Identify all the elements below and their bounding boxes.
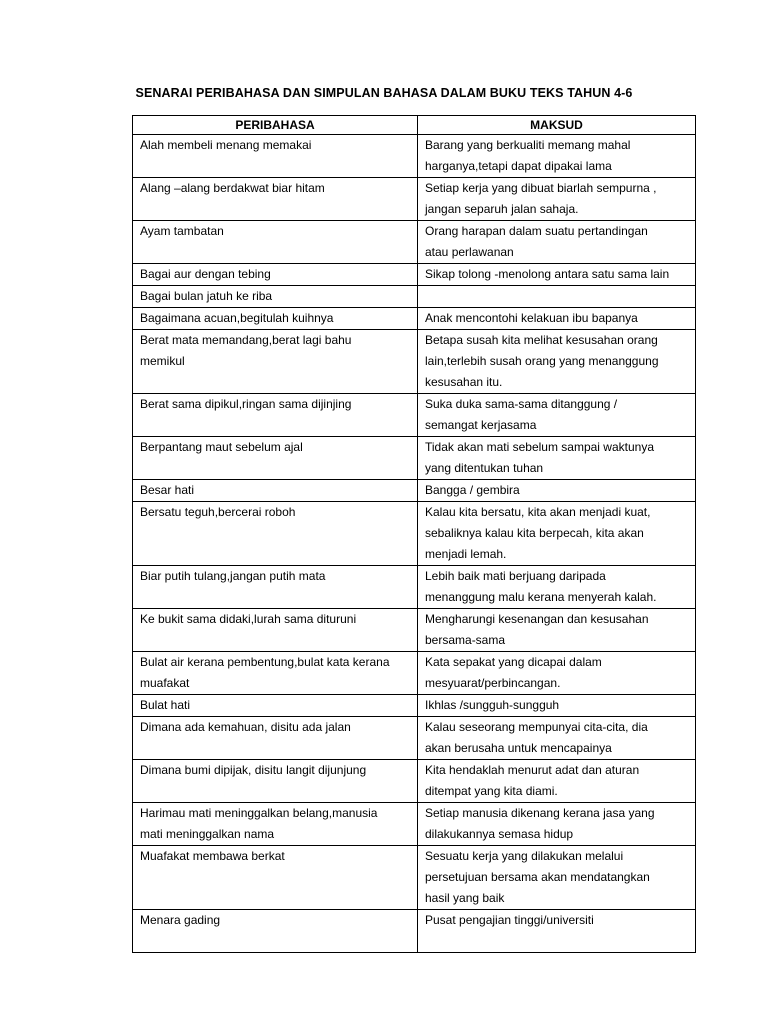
peribahasa-cell	[133, 910, 418, 953]
peribahasa-text-line: mati meninggalkan nama	[140, 827, 275, 841]
peribahasa-cell	[133, 502, 418, 566]
peribahasa-text-line: Bagaimana acuan,begitulah kuihnya	[140, 311, 334, 325]
peribahasa-text-line: Bulat hati	[140, 698, 191, 712]
peribahasa-text-line	[140, 931, 413, 952]
peribahasa-cell	[133, 846, 418, 910]
maksud-text-line: Anak mencontohi kelakuan ibu bapanya	[425, 311, 638, 325]
peribahasa-cell	[133, 609, 418, 652]
peribahasa-text-line: Bagai aur dengan tebing	[140, 267, 271, 281]
table-row	[133, 717, 696, 760]
table-row	[133, 480, 696, 502]
maksud-text-line: Kata sepakat yang dicapai dalam	[425, 655, 602, 669]
maksud-text-line: Pusat pengajian tinggi/universiti	[425, 913, 594, 927]
maksud-cell	[418, 394, 696, 437]
maksud-cell	[418, 695, 696, 717]
maksud-text-line: Setiap kerja yang dibuat biarlah sempurna ,	[425, 181, 657, 195]
table-row	[133, 803, 696, 846]
column-header-peribahasa: PERIBAHASA	[133, 116, 418, 135]
peribahasa-text-line: Ayam tambatan	[140, 224, 224, 238]
peribahasa-cell	[133, 264, 418, 286]
maksud-text-line: akan berusaha untuk mencapainya	[425, 741, 612, 755]
maksud-text-line: Sikap tolong -menolong antara satu sama lain	[425, 267, 670, 281]
peribahasa-cell	[133, 717, 418, 760]
maksud-text-line: menanggung malu kerana menyerah kalah.	[425, 590, 657, 604]
maksud-cell	[418, 803, 696, 846]
peribahasa-text-line: Dimana bumi dipijak, disitu langit dijunjung	[140, 763, 367, 777]
peribahasa-text-line: Berat sama dipikul,ringan sama dijinjing	[140, 397, 352, 411]
maksud-cell	[418, 480, 696, 502]
peribahasa-cell	[133, 437, 418, 480]
maksud-text-line: menjadi lemah.	[425, 547, 507, 561]
peribahasa-text-line: Dimana ada kemahuan, disitu ada jalan	[140, 720, 351, 734]
maksud-text-line: lain,terlebih susah orang yang menanggung	[425, 354, 659, 368]
maksud-cell	[418, 286, 696, 308]
peribahasa-cell	[133, 480, 418, 502]
maksud-cell	[418, 717, 696, 760]
table-row	[133, 308, 696, 330]
table-row	[133, 846, 696, 910]
peribahasa-cell	[133, 135, 418, 178]
peribahasa-cell	[133, 178, 418, 221]
maksud-cell	[418, 566, 696, 609]
peribahasa-text-line: Berpantang maut sebelum ajal	[140, 440, 303, 454]
table-row	[133, 135, 696, 178]
maksud-text-line: Suka duka sama-sama ditanggung /	[425, 397, 618, 411]
maksud-text-line: harganya,tetapi dapat dipakai lama	[425, 159, 612, 173]
maksud-cell	[418, 609, 696, 652]
maksud-cell	[418, 135, 696, 178]
peribahasa-text-line: Besar hati	[140, 483, 195, 497]
maksud-text-line: sebaliknya kalau kita berpecah, kita akan	[425, 526, 644, 540]
peribahasa-text-line: Bagai bulan jatuh ke riba	[140, 289, 273, 303]
maksud-cell	[418, 502, 696, 566]
peribahasa-text-line: Ke bukit sama didaki,lurah sama dituruni	[140, 612, 357, 626]
maksud-text-line: jangan separuh jalan sahaja.	[425, 202, 579, 216]
maksud-cell	[418, 221, 696, 264]
maksud-text-line: Lebih baik mati berjuang daripada	[425, 569, 606, 583]
maksud-text-line: Setiap manusia dikenang kerana jasa yang	[425, 806, 655, 820]
table-row	[133, 760, 696, 803]
peribahasa-cell	[133, 760, 418, 803]
proverb-table	[132, 115, 696, 953]
maksud-text-line: Orang harapan dalam suatu pertandingan	[425, 224, 648, 238]
maksud-cell	[418, 264, 696, 286]
maksud-text-line: bersama-sama	[425, 633, 506, 647]
maksud-text-line	[425, 286, 691, 307]
maksud-text-line: Ikhlas /sungguh-sungguh	[425, 698, 560, 712]
maksud-text-line: Kalau kita bersatu, kita akan menjadi kuat,	[425, 505, 651, 519]
maksud-text-line: hasil yang baik	[425, 891, 505, 905]
table-row	[133, 286, 696, 308]
table-row	[133, 695, 696, 717]
maksud-text-line: Kita hendaklah menurut adat dan aturan	[425, 763, 640, 777]
maksud-cell	[418, 846, 696, 910]
table-row	[133, 264, 696, 286]
maksud-text-line: Bangga / gembira	[425, 483, 520, 497]
peribahasa-cell	[133, 652, 418, 695]
column-header-maksud: MAKSUD	[418, 116, 696, 135]
maksud-text-line: Mengharungi kesenangan dan kesusahan	[425, 612, 649, 626]
peribahasa-cell	[133, 566, 418, 609]
table-header-row	[133, 116, 696, 135]
maksud-text-line: Kalau seseorang mempunyai cita-cita, dia	[425, 720, 648, 734]
maksud-text-line: yang ditentukan tuhan	[425, 461, 544, 475]
maksud-text-line: atau perlawanan	[425, 245, 514, 259]
page-title: SENARAI PERIBAHASA DAN SIMPULAN BAHASA DALAM BUKU TEKS TAHUN 4-6	[135, 86, 633, 100]
peribahasa-text-line: Harimau mati meninggalkan belang,manusia	[140, 806, 378, 820]
maksud-text-line: ditempat yang kita diami.	[425, 784, 558, 798]
maksud-cell	[418, 910, 696, 953]
peribahasa-cell	[133, 394, 418, 437]
peribahasa-text-line: Bulat air kerana pembentung,bulat kata kerana	[140, 655, 390, 669]
maksud-text-line: Barang yang berkualiti memang mahal	[425, 138, 631, 152]
table-row	[133, 910, 696, 953]
peribahasa-cell	[133, 286, 418, 308]
table-row	[133, 437, 696, 480]
peribahasa-cell	[133, 803, 418, 846]
maksud-text-line: dilakukannya semasa hidup	[425, 827, 574, 841]
table-row	[133, 502, 696, 566]
peribahasa-text-line: Bersatu teguh,bercerai roboh	[140, 505, 296, 519]
maksud-text-line: semangat kerjasama	[425, 418, 537, 432]
peribahasa-cell	[133, 221, 418, 264]
table-row	[133, 609, 696, 652]
peribahasa-text-line: memikul	[140, 354, 185, 368]
maksud-text-line: kesusahan itu.	[425, 375, 503, 389]
maksud-cell	[418, 178, 696, 221]
maksud-cell	[418, 760, 696, 803]
maksud-text-line: Tidak akan mati sebelum sampai waktunya	[425, 440, 654, 454]
table-row	[133, 566, 696, 609]
table-row	[133, 178, 696, 221]
peribahasa-text-line: Alang –alang berdakwat biar hitam	[140, 181, 325, 195]
maksud-cell	[418, 308, 696, 330]
table-row	[133, 652, 696, 695]
table-row	[133, 330, 696, 394]
peribahasa-cell	[133, 330, 418, 394]
table-row	[133, 394, 696, 437]
maksud-text-line: Sesuatu kerja yang dilakukan melalui	[425, 849, 624, 863]
peribahasa-cell	[133, 695, 418, 717]
peribahasa-text-line: Muafakat membawa berkat	[140, 849, 285, 863]
peribahasa-text-line: Biar putih tulang,jangan putih mata	[140, 569, 326, 583]
maksud-text-line: mesyuarat/perbincangan.	[425, 676, 561, 690]
maksud-text-line: Betapa susah kita melihat kesusahan orang	[425, 333, 658, 347]
table-row	[133, 221, 696, 264]
peribahasa-text-line: Menara gading	[140, 913, 221, 927]
maksud-cell	[418, 330, 696, 394]
maksud-cell	[418, 652, 696, 695]
peribahasa-text-line: Berat mata memandang,berat lagi bahu	[140, 333, 352, 347]
maksud-text-line: persetujuan bersama akan mendatangkan	[425, 870, 650, 884]
peribahasa-text-line: Alah membeli menang memakai	[140, 138, 312, 152]
peribahasa-cell	[133, 308, 418, 330]
maksud-cell	[418, 437, 696, 480]
peribahasa-text-line: muafakat	[140, 676, 190, 690]
